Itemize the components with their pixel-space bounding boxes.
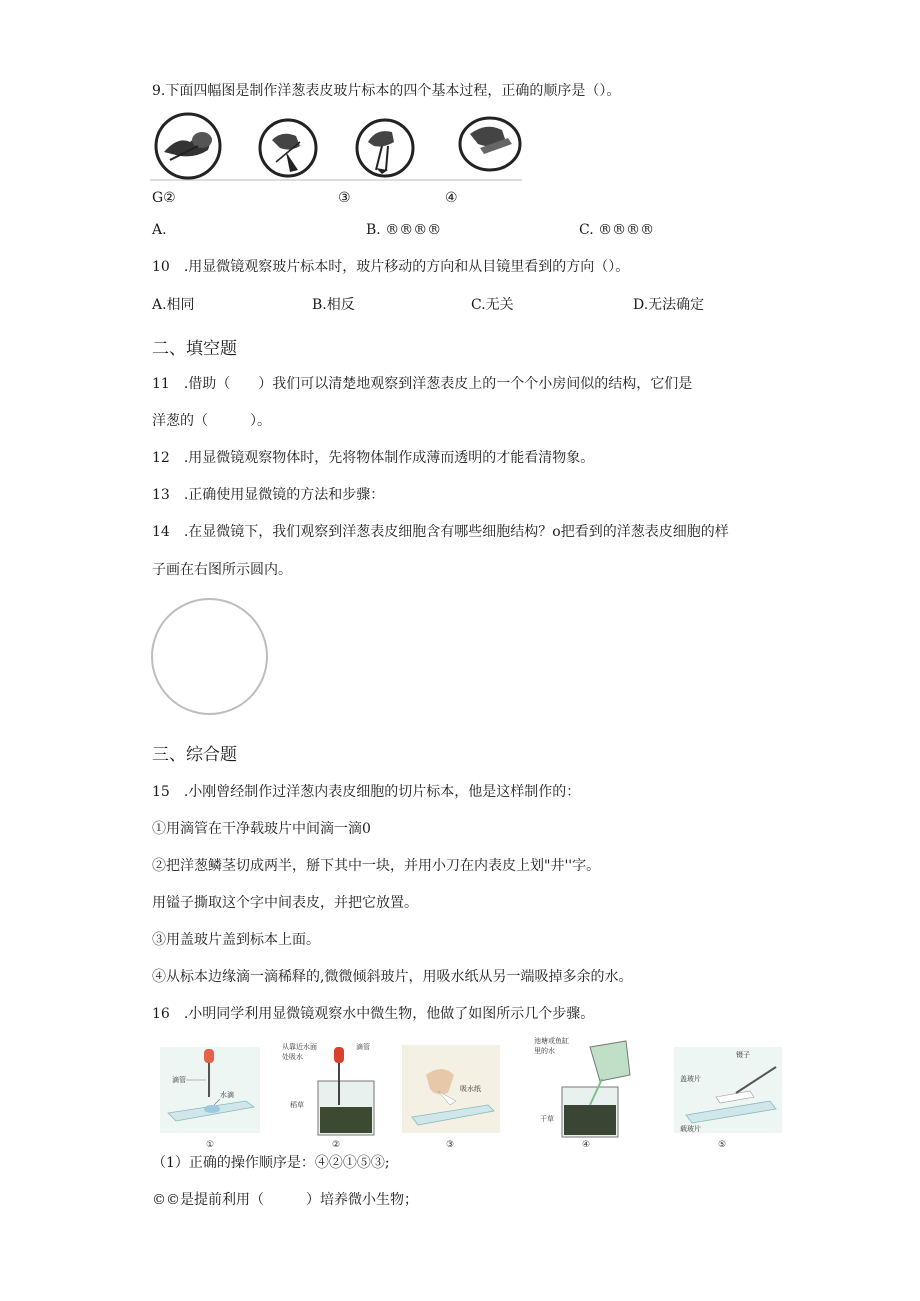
drawing-circle[interactable]	[151, 598, 268, 715]
q16-sub-1: （1）正确的操作顺序是：④②①⑤③;	[152, 1155, 390, 1171]
q9-option-b[interactable]: B. ®®®®	[366, 222, 442, 238]
hand-coverslip-icon	[460, 118, 520, 170]
q12-stem: 12 .用显微镜观察物体时，先将物体制作成薄而透明的才能看清物象。	[152, 450, 595, 466]
section-2-title: 二、填空题	[152, 339, 237, 359]
q16-p2-label-suck-water: 处吸水	[282, 1053, 303, 1061]
q16-p5-label-forceps: 镊子	[736, 1051, 750, 1059]
q16-p2-label-near-surface: 从靠近水面	[282, 1043, 317, 1051]
q14-line-1: 14 .在显微镜下，我们观察到洋葱表皮细胞含有哪些细胞结构？o把看到的洋葱表皮细胞的样	[152, 524, 729, 540]
q16-p5-num: ⑤	[718, 1140, 727, 1150]
q15-step-4: ④从标本边缘滴一滴稀释的,微微倾斜玻片，用吸水纸从另一端吸掉多余的水。	[152, 969, 633, 985]
q16-figure	[150, 1035, 790, 1150]
q16-p1-num: ①	[206, 1140, 215, 1150]
q11-line-1: 11 .借助（ ）我们可以清楚地观察到洋葱表皮上的一个个小房间似的结构，它们是	[152, 376, 693, 392]
q16-p5-label-coverslip: 盖玻片	[680, 1075, 701, 1083]
q9-figure-label-2: ③	[338, 190, 351, 206]
hand-forceps-icon	[357, 120, 413, 176]
q9-stem: 9.下面四幅图是制作洋葱表皮玻片标本的四个基本过程，正确的顺序是（）。	[152, 83, 621, 99]
q9-option-c[interactable]: C. ®®®®	[579, 222, 655, 238]
q16-p2-label-straw: 稻草	[290, 1101, 304, 1109]
q15-step-2a: ②把洋葱鳞茎切成两半，掰下其中一块，并用小刀在内表皮上划"井''字。	[152, 858, 601, 874]
hand-dropper-icon	[156, 114, 220, 178]
q16-panel-3	[402, 1045, 500, 1150]
q10-option-b[interactable]: B.相反	[312, 297, 355, 313]
q16-p2-label-dropper: 滴管	[356, 1043, 370, 1051]
hand-cutting-icon	[260, 120, 316, 176]
q16-p4-label-hay: 干草	[540, 1115, 554, 1123]
q15-step-3: ③用盖玻片盖到标本上面。	[152, 932, 320, 948]
q10-option-d[interactable]: D.无法确定	[633, 297, 705, 313]
q9-figure-label-3: ④	[445, 190, 458, 206]
q14-line-2: 子画在右图所示圆内。	[152, 562, 292, 578]
q9-option-a[interactable]: A.	[152, 222, 167, 238]
q9-figure-label-1: G②	[152, 190, 176, 206]
q16-p3-num: ③	[446, 1140, 455, 1150]
q16-panel-4	[534, 1036, 630, 1150]
q16-sub-2: ©©是提前利用（ ）培养微小生物；	[152, 1192, 418, 1208]
q16-p4-label-pond: 池塘或鱼缸	[534, 1037, 569, 1045]
q16-p1-label-dropper: 滴管	[172, 1076, 186, 1084]
q16-p5-label-slide: 载玻片	[680, 1125, 701, 1133]
q16-p4-num: ④	[582, 1140, 591, 1150]
q10-option-c[interactable]: C.无关	[471, 297, 514, 313]
q10-stem: 10 .用显微镜观察玻片标本时，玻片移动的方向和从目镜里看到的方向（）。	[152, 259, 630, 275]
q16-panel-5	[674, 1047, 782, 1150]
q13-stem: 13 .正确使用显微镜的方法和步骤：	[152, 487, 385, 503]
q15-stem: 15 .小刚曾经制作过洋葱内表皮细胞的切片标本，他是这样制作的：	[152, 784, 581, 800]
q10-option-a[interactable]: A.相同	[152, 297, 195, 313]
q16-panel-1	[160, 1047, 260, 1150]
q16-panel-2	[282, 1042, 374, 1150]
section-3-title: 三、综合题	[152, 745, 237, 765]
q16-p3-label-blotting-paper: 吸水纸	[460, 1085, 481, 1093]
q16-p4-label-water: 里的水	[534, 1047, 555, 1055]
q9-figure	[150, 112, 525, 184]
q15-step-2b: 用镒子撕取这个字中间表皮，并把它放置。	[152, 895, 418, 911]
q16-p1-label-drop: 水滴	[220, 1091, 234, 1099]
q16-p2-num: ②	[332, 1140, 341, 1150]
q16-stem: 16 .小明同学利用显微镜观察水中微生物，他做了如图所示几个步骤。	[152, 1006, 595, 1022]
q15-step-1: ①用滴管在干净载玻片中间滴一滴0	[152, 821, 371, 837]
q11-line-2: 洋葱的（ ）。	[152, 413, 271, 429]
